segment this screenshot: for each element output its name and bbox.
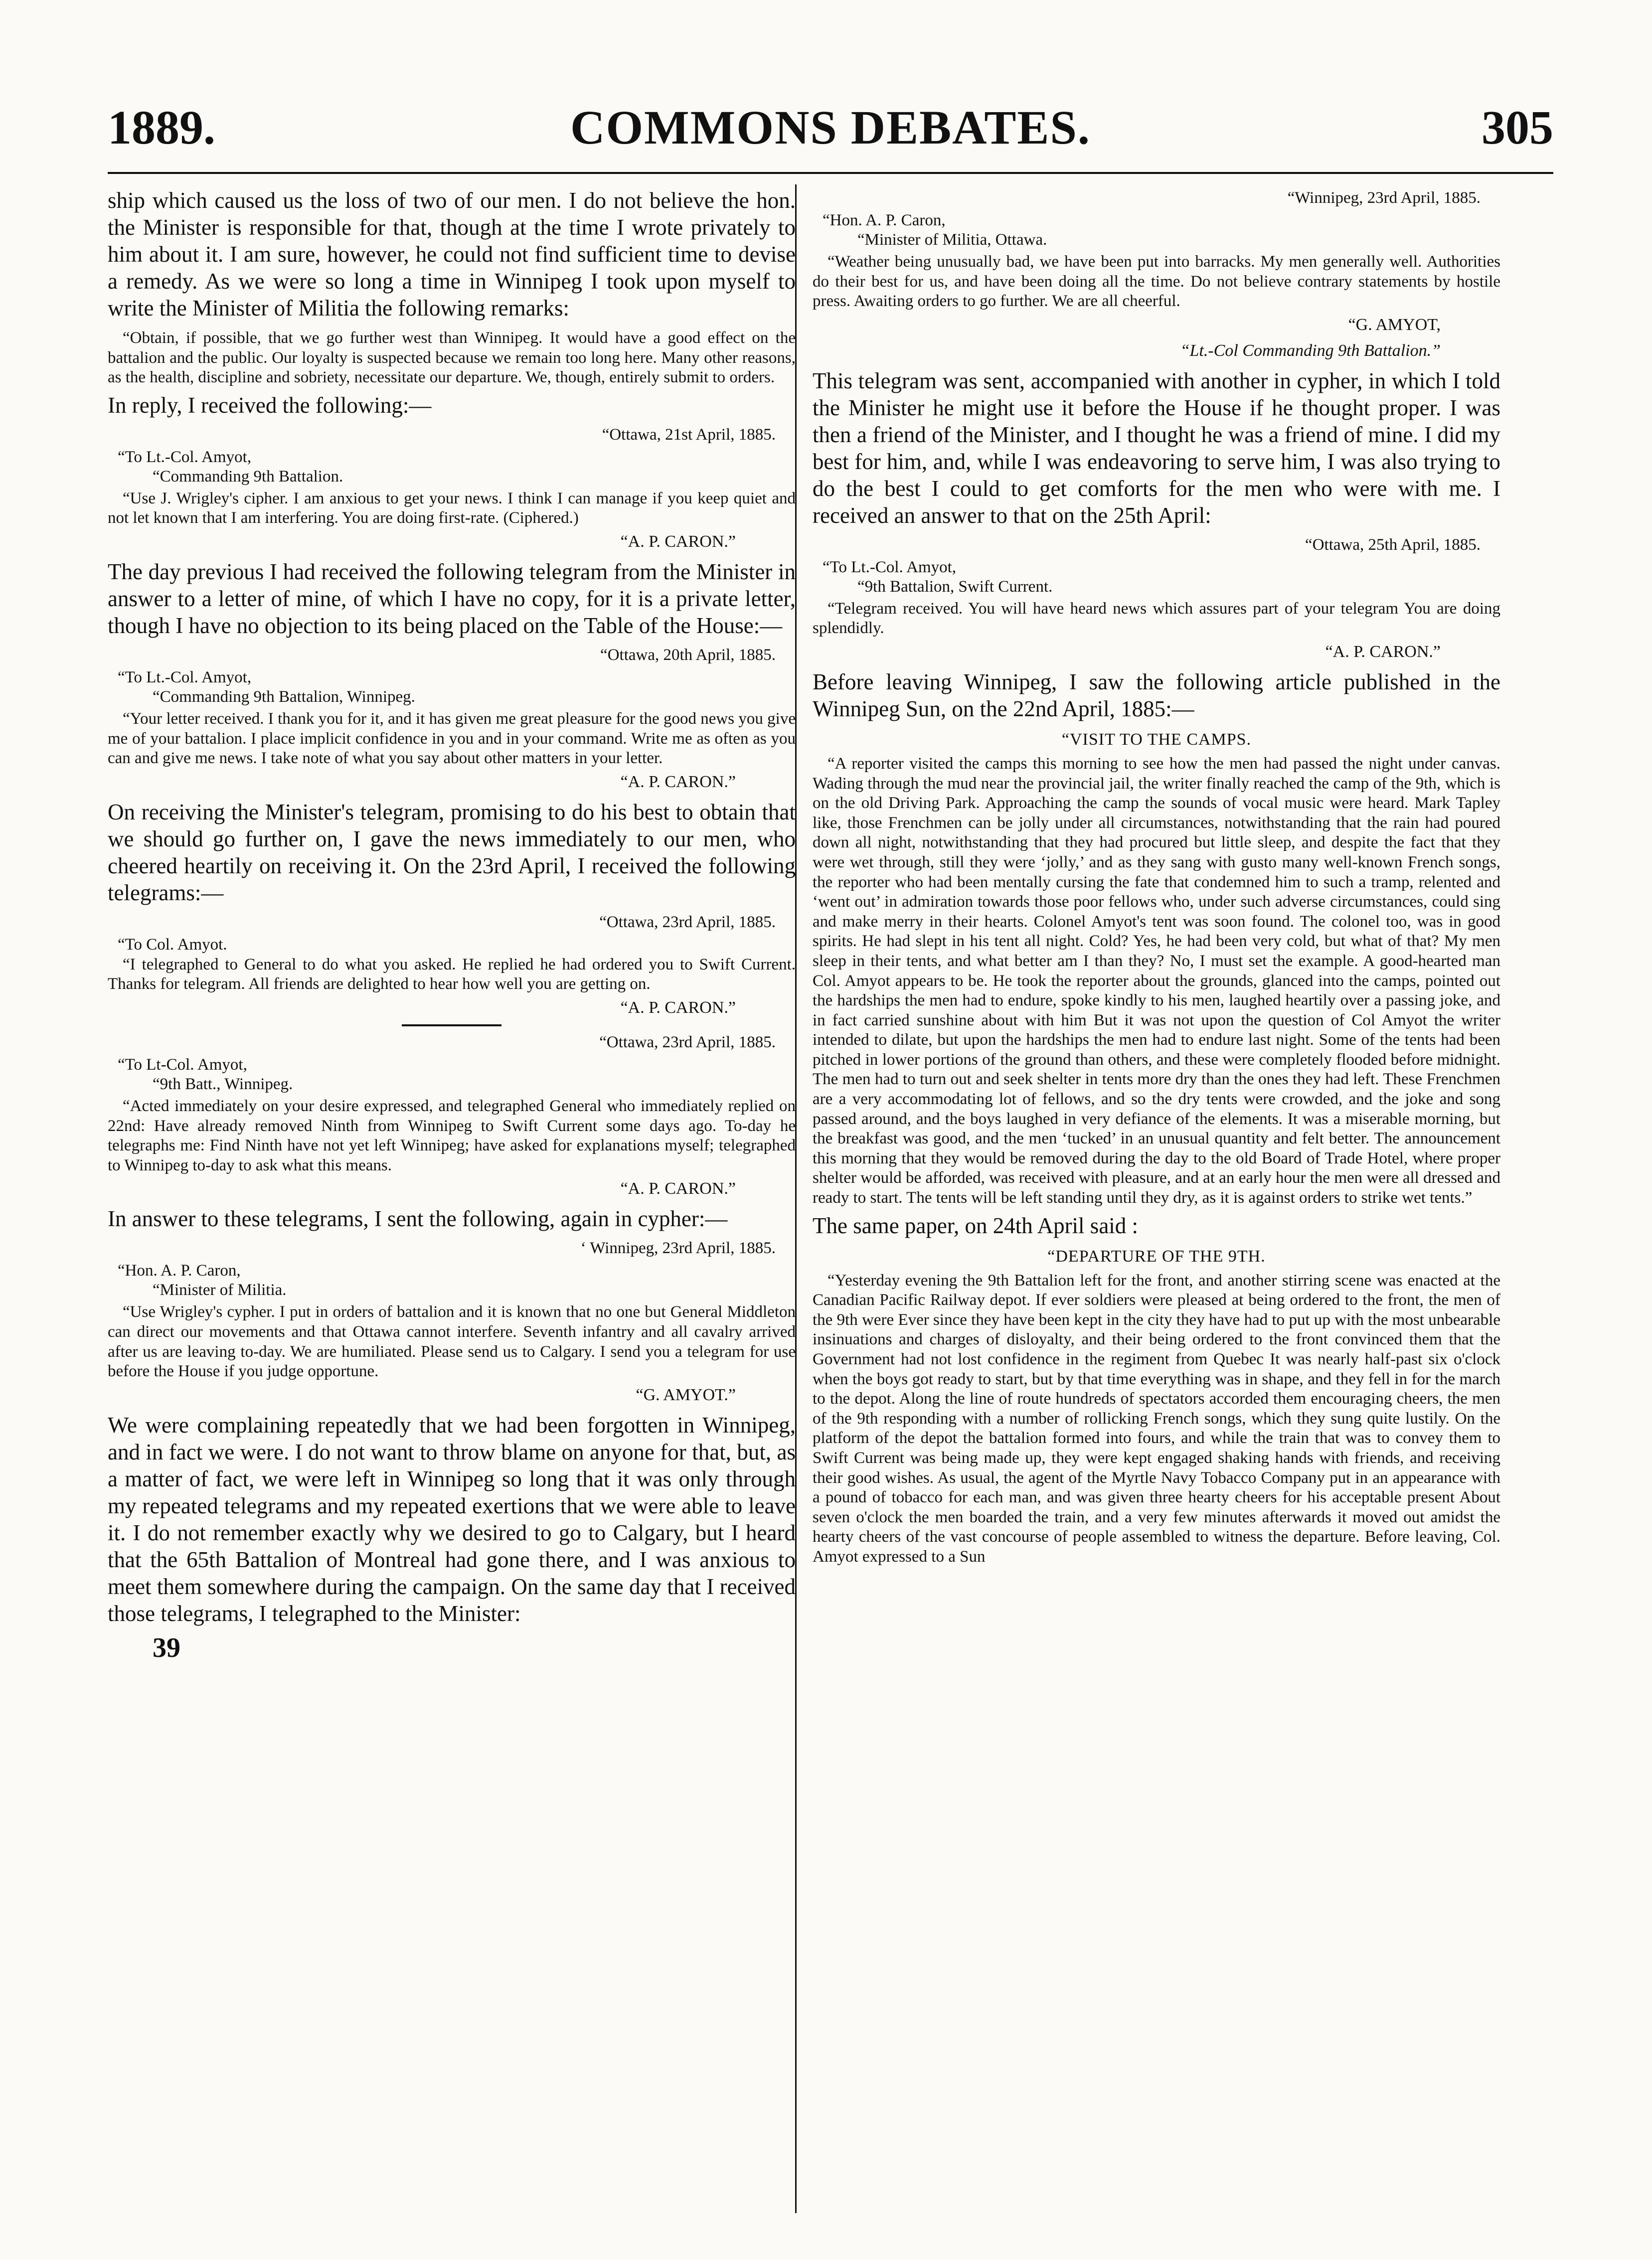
telegram-recipient-title: “Minister of Militia. [153, 1281, 287, 1299]
paragraph: The day previous I had received the following telegram from the Minister in answer to a letter of mine, of which I have no copy, for it is a private letter, though I have no objection to its being placed on the Table of the House:— [108, 559, 796, 638]
telegram-date: “Ottawa, 20th April, 1885. [600, 646, 776, 664]
telegram-signature: “A. P. CARON.” [620, 532, 736, 551]
paragraph: In reply, I received the following:— [108, 392, 432, 418]
telegram-date: “Ottawa, 23rd April, 1885. [599, 913, 776, 931]
article-text: “Yesterday evening the 9th Battalion left for the front, and another stirring scene was enacted at the Canadian Pacific Railway depot. If ever soldiers were pleased at being ordered to the front, the men of the 9th were Ever since they have been kept in the city they have had to put up with the most unbearable insinuations and charges of disloyalty, and their being ordered to the front convinced them that the Government had not lost confidence in the regiment from Quebec It was nearly half-past six o'clock when the boys got ready to start, but by that time everything was in shape, and they fell in for the march to the depot. Along the line of route hundreds of spectators accorded them encouraging cheers, the men of the 9th responding with a number of rollicking French songs, which they sung quite lustily. On the platform of the depot the battalion formed into fours, and while the train that was to convey them to Swift Current was being made up, they were kept engaged shaking hands with friends, and receiving their good wishes. As usual, the agent of the Myrtle Navy Tobacco Company put in an appearance with a pound of tobacco for each man, and was given three hearty cheers for his acceptable present About seven o'clock the men boarded the train, and a very few minutes afterwards it moved out amidst the hearty cheers of the vast concourse of people assembled to witness the departure. Before leaving, Col. Amyot expressed to a Sun [813, 1271, 1500, 1566]
separator-rule [402, 1024, 501, 1026]
publication-title: COMMONS DEBATES. [570, 101, 1091, 154]
header-rule [108, 172, 1553, 174]
telegram-recipient: “To Lt.-Col. Amyot, [118, 668, 252, 686]
telegram-recipient: “To Lt.-Col. Amyot, [118, 448, 252, 466]
article-heading: “DEPARTURE OF THE 9TH. [1047, 1247, 1266, 1266]
paragraph: Before leaving Winnipeg, I saw the following article published in the Winnipeg Sun, on the 22nd April, 1885:— [813, 669, 1500, 721]
telegram-body: “Use Wrigley's cypher. I put in orders of battalion and it is known that no one but General Middleton can direct our movements and that Ottawa cannot interfere. Seventh infantry and all cavalry arrived after us are leaving to-day. We are humiliated. Please send us to Calgary. I send you a telegram for use before the House if you judge opportune. [108, 1303, 796, 1381]
paragraph: On receiving the Minister's telegram, promising to do his best to obtain that we should go further on, I gave the news immediately to our men, who cheered heartily on receiving it. On the 23rd April, I received the following telegrams:— [108, 799, 796, 905]
telegram-body: “Your letter received. I thank you for it, and it has given me great pleasure for the good news you give me of your battalion. I place implicit confidence in you and in your command. Write me as often as you can and give me news. I take note of what you say about other matters in your letter. [108, 709, 796, 768]
telegram-recipient: “To Lt-Col. Amyot, [118, 1055, 247, 1074]
paragraph: The same paper, on 24th April said : [813, 1213, 1139, 1238]
telegram-date: “Winnipeg, 23rd April, 1885. [1287, 189, 1481, 207]
telegram-signature-title: “Lt.-Col Commanding 9th Battalion.” [1180, 341, 1441, 360]
telegram-date: “Ottawa, 21st April, 1885. [602, 425, 776, 444]
telegram-signature: “G. AMYOT.” [636, 1385, 736, 1404]
telegram-date: ‘ Winnipeg, 23rd April, 1885. [580, 1239, 776, 1258]
article-heading: “VISIT TO THE CAMPS. [1061, 730, 1252, 749]
right-column [813, 187, 1500, 1571]
telegram-recipient: “To Lt.-Col. Amyot, [823, 558, 957, 576]
telegram-body: “Telegram received. You will have heard news which assures part of your telegram You are doing splendidly. [813, 599, 1500, 638]
telegram-body: “I telegraphed to General to do what you asked. He replied he had ordered you to Swift Current. Thanks for telegram. All friends are delighted to hear how well you are getting on. [108, 955, 796, 993]
telegram-date: “Ottawa, 25th April, 1885. [1305, 535, 1481, 554]
page-header [108, 100, 1553, 164]
signature-mark: 39 [153, 1632, 180, 1663]
telegram-signature: “A. P. CARON.” [1325, 642, 1441, 661]
year: 1889. [108, 101, 215, 154]
telegram-body: “Acted immediately on your desire expressed, and telegraphed General who immediately replied on 22nd: Have already removed Ninth from Winnipeg to Swift Current some days ago. To-day he telegraphs me: Find Ninth have not yet left Winnipeg; have asked for explanations myself; telegraphed to Winnipeg to-day to ask what this means. [108, 1097, 796, 1174]
telegram-recipient-title: “Minister of Militia, Ottawa. [857, 231, 1047, 249]
telegram-signature: “G. AMYOT, [1348, 315, 1441, 334]
telegram-signature: “A. P. CARON.” [620, 772, 736, 791]
telegram-recipient: “Hon. A. P. Caron, [823, 211, 946, 229]
telegram-recipient-title: “Commanding 9th Battalion, Winnipeg. [153, 687, 415, 706]
telegram-signature: “A. P. CARON.” [620, 1179, 736, 1198]
telegram-recipient-title: “9th Batt., Winnipeg. [153, 1075, 293, 1093]
paragraph: We were complaining repeatedly that we had been forgotten in Winnipeg, and in fact we were. I do not want to throw blame on anyone for that, but, as a matter of fact, we were left in Winnipeg so long that it was only through my repeated telegrams and my repeated exertions that we were able to leave it. I do not remember exactly why we desired to go to Calgary, but I heard that the 65th Battalion of Montreal had gone there, and I was anxious to meet them somewhere during the campaign. On the same day that I received those telegrams, I telegraphed to the Minister: [108, 1412, 796, 1626]
page-number-top: 305 [1482, 101, 1553, 154]
paragraph: ship which caused us the loss of two of our men. I do not believe the hon. the Minister is responsible for that, though at the time I wrote privately to him about it. I am sure, however, he could not find sufficient time to devise a remedy. As we were so long a time in Winnipeg I took upon myself to write the Minister of Militia the following remarks: [108, 188, 796, 321]
paragraph: In answer to these telegrams, I sent the following, again in cypher:— [108, 1206, 728, 1232]
article-text: “A reporter visited the camps this morning to see how the men had passed the night under canvas. Wading through the mud near the provincial jail, the writer finally reached the camp of the 9th, which is on the old Driving Park. Approaching the camp the sounds of vocal music were heard. Mark Tapley like, those Frenchmen can be jolly under all circumstances, notwithstanding that the rain had poured down all night, notwithstanding that they had procured but little sleep, and despite the fact that they were wet through, still they were ‘jolly,’ and as they sang with gusto many well-known French songs, the reporter who had been mentally cursing the fate that condemned him to such a tramp, relented and ‘went out’ in admiration towards those poor fellows who, under such adverse circumstances, could sing and make merry in their hearts. Colonel Amyot's tent was soon found. The colonel too, was in good spirits. He had slept in his tent all night. Cold? Yes, he had been very cold, but what of that? My men sleep in their tents, and what better am I than they? No, I must set the example. A good-hearted man Col. Amyot appears to be. He took the reporter about the grounds, glanced into the camps, pointed out the hardships the men had to endure, spoke kindly to his men, laughed heartily over a passing joke, and in fact carried sunshine about with him But it was not upon the question of Col Amyot the writer intended to dilate, but upon the hardships the men had to endure last night. Some of the tents had been pitched in lower portions of the ground than others, and these were completely flooded before midnight. The men had to turn out and seek shelter in tents more dry than the ones they had left. These Frenchmen are a very accommodating lot of fellows, and so the dry tents were crowded, and the joke and song passed around, and the boys laughed in very defiance of the elements. It was a miserable morning, but the breakfast was good, and the men ‘tucked’ in an unusual quantity and felt better. The announcement this morning that they would be removed during the day to the old Board of Trade Hotel, where proper shelter would be afforded, was received with pleasure, and at an early hour the men were all dressed and ready to start. The tents will be left standing until they dry, as it is against orders to strike wet tents.” [813, 754, 1500, 1207]
telegram-recipient-title: “Commanding 9th Battalion. [153, 467, 343, 485]
telegram-recipient: “To Col. Amyot. [118, 935, 227, 954]
telegram-body: “Weather being unusually bad, we have been put into barracks. My men generally well. Authorities do their best for us, and have been doing all the time. Do not believe contrary statements by hostile press. Awaiting orders to go further. We are all cheerful. [813, 253, 1500, 311]
telegram-body: “Use J. Wrigley's cipher. I am anxious to get your news. I think I can manage if you keep quiet and not let known that I am interfering. You are doing first-rate. (Ciphered.) [108, 489, 796, 527]
paragraph: This telegram was sent, accompanied with another in cypher, in which I told the Minister he might use it before the House if he thought proper. I was then a friend of the Minister, and I thought he was a friend of mine. I did my best for him, and, while I was endeavoring to serve him, I was also trying to do the best I could to get comforts for the men who were with me. I received an answer to that on the 25th April: [813, 368, 1500, 528]
left-column [108, 187, 796, 1662]
quoted-letter: “Obtain, if possible, that we go further west than Winnipeg. It would have a good effect on the battalion and the public. Our loyalty is suspected because we remain too long here. Many other reasons, as the health, discipline and sobriety, necessitate our departure. We, though, entirely submit to orders. [108, 329, 796, 387]
telegram-recipient-title: “9th Battalion, Swift Current. [857, 577, 1053, 596]
telegram-date: “Ottawa, 23rd April, 1885. [599, 1033, 776, 1051]
telegram-recipient: “Hon. A. P. Caron, [118, 1262, 241, 1280]
telegram-signature: “A. P. CARON.” [620, 998, 736, 1017]
